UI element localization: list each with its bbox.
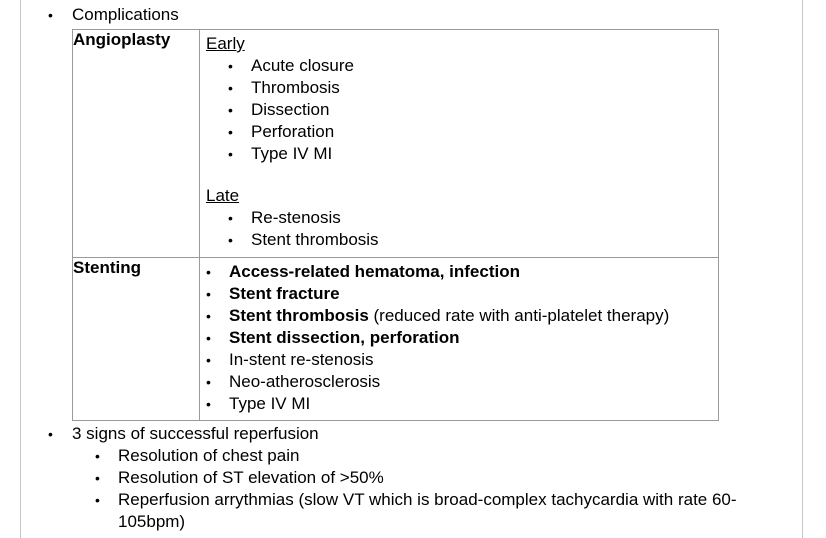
list-item: Thrombosis	[251, 78, 340, 97]
list-item: Re-stenosis	[251, 208, 341, 227]
list-item-bold: Stent fracture	[229, 284, 340, 303]
list-item: Dissection	[251, 100, 330, 119]
list-item	[229, 283, 340, 305]
bullet-icon: •	[206, 286, 211, 302]
angioplasty-label: Angioplasty	[73, 30, 200, 258]
list-item: Perforation	[251, 122, 335, 141]
bullet-icon: •	[206, 264, 211, 280]
stenting-label: Stenting	[73, 258, 200, 421]
bullet-icon: •	[228, 210, 233, 226]
list-item: Type IV MI	[251, 144, 333, 163]
list-item: Stent thrombosis	[251, 230, 379, 249]
bullet-icon: •	[206, 352, 211, 368]
reperfusion-item: Resolution of ST elevation of >50%	[118, 468, 384, 487]
bullet-icon: •	[206, 308, 211, 324]
bullet-icon: •	[95, 470, 100, 486]
list-item	[229, 327, 459, 349]
list-item-text: In-stent re-stenosis	[229, 350, 374, 369]
bullet-icon: •	[206, 330, 211, 346]
list-item-bold: Access-related hematoma, infection	[229, 262, 520, 281]
list-item	[229, 393, 310, 415]
complications-table	[72, 29, 719, 421]
bullet-icon: •	[228, 124, 233, 140]
reperfusion-item-continued: 105bpm)	[118, 512, 186, 531]
bullet-icon: •	[228, 232, 233, 248]
bullet-icon: •	[228, 102, 233, 118]
list-item-bold: Stent dissection, perforation	[229, 328, 460, 347]
early-heading: Early	[206, 34, 245, 53]
table-row	[73, 258, 719, 421]
bullet-icon: •	[48, 7, 53, 23]
bullet-icon: •	[48, 426, 53, 442]
stenting-content	[200, 258, 719, 421]
list-item-text: (reduced rate with anti-platelet therapy)	[368, 306, 670, 325]
list-item-text: Type IV MI	[229, 394, 311, 413]
bullet-icon: •	[206, 396, 211, 412]
reperfusion-item: Reperfusion arrythmias (slow VT which is broad-complex tachycardia with rate 60-	[118, 490, 737, 509]
reperfusion-heading: 3 signs of successful reperfusion	[72, 424, 319, 443]
list-item	[229, 305, 669, 327]
late-heading: Late	[206, 186, 240, 205]
bullet-icon: •	[95, 492, 100, 508]
bullet-icon: •	[228, 146, 233, 162]
list-item	[229, 371, 380, 393]
complications-heading: Complications	[72, 5, 179, 24]
list-item	[229, 349, 374, 371]
list-item-bold: Stent thrombosis	[229, 306, 369, 325]
table-row	[73, 30, 719, 258]
angioplasty-content	[200, 30, 719, 258]
bullet-icon: •	[228, 80, 233, 96]
reperfusion-item: Resolution of chest pain	[118, 446, 300, 465]
list-item: Acute closure	[251, 56, 354, 75]
bullet-icon: •	[95, 448, 100, 464]
bullet-icon: •	[228, 58, 233, 74]
list-item	[229, 261, 520, 283]
list-item-text: Neo-atherosclerosis	[229, 372, 381, 391]
bullet-icon: •	[206, 374, 211, 390]
